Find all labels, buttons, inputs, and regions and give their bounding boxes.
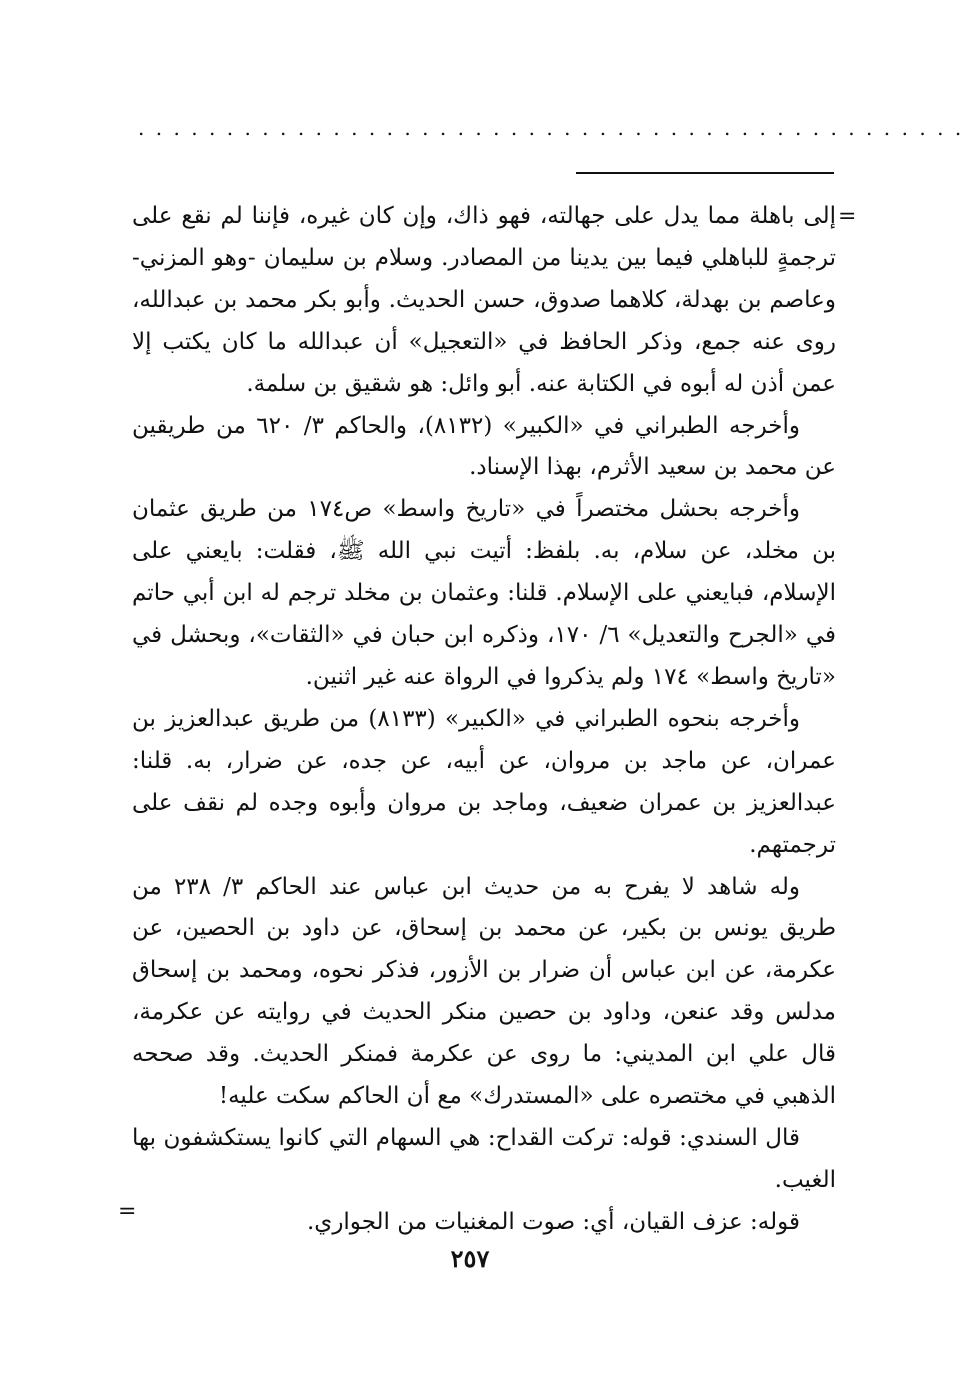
page-number: ٢٥٧ <box>450 1244 490 1273</box>
footnote-paragraph: قوله: عزف القيان، أي: صوت المغنيات من الجواري. <box>307 1208 800 1235</box>
header-dotted-line: ............................................... <box>138 116 973 140</box>
footnote-text <box>132 196 836 1244</box>
continuation-mark-start: = <box>838 204 857 229</box>
footnote-paragraph: وله شاهد لا يفرح به من حديث ابن عباس عند الحاكم ٣/ ٢٣٨ من طريق يونس بن بكير، عن محمد بن إسحاق، عن داود بن الحصين، عن عكرمة، عن ابن عباس أن ضرار بن الأزور، فذكر نحوه، ومحمد بن إسحاق مدلس وقد عنعن، وداود بن حصين منكر الحديث في روايته عن عكرمة، قال علي ابن المديني: ما روى عن عكرمة فمنكر الحديث. وقد صححه الذهبي في مختصره على «المستدرك» مع أن الحاكم سكت عليه! <box>132 873 836 1110</box>
footnote-paragraph: إلى باهلة مما يدل على جهالته، فهو ذاك، وإن كان غيره، فإننا لم نقع على ترجمةٍ للباهلي فيما بين يدينا من المصادر. وسلام بن سليمان -وهو المزني- وعاصم بن بهدلة، كلاهما صدوق، حسن الحديث. وأبو بكر محمد بن عبدالله، روى عنه جمع، وذكر الحافظ في «التعجيل» أن عبدالله ما كان يكتب إلا عمن أذن له أبوه في الكتابة عنه. أبو وائل: هو شقيق بن سلمة. <box>132 203 836 397</box>
footnote-paragraph: وأخرجه بحشل مختصراً في «تاريخ واسط» ص١٧٤ من طريق عثمان بن مخلد، عن سلام، به. بلفظ: أتيت نبي الله ﷺ، فقلت: بايعني على الإسلام، فبايعني على الإسلام. قلنا: وعثمان بن مخلد ترجم له ابن أبي حاتم في «الجرح والتعديل» ٦/ ١٧٠، وذكره ابن حبان في «الثقات»، وبحشل في «تاريخ واسط» ١٧٤ ولم يذكروا في الرواة عنه غير اثنين. <box>132 496 836 690</box>
footnote-separator-rule <box>576 172 834 174</box>
footnote-paragraph: قال السندي: قوله: تركت القداح: هي السهام التي كانوا يستكشفون بها الغيب. <box>132 1124 836 1193</box>
footnote-paragraph: وأخرجه الطبراني في «الكبير» (٨١٣٢)، والحاكم ٣/ ٦٢٠ من طريقين عن محمد بن سعيد الأثرم، بهذا الإسناد. <box>132 412 836 481</box>
continuation-mark-end: = <box>118 1199 137 1224</box>
footnote-paragraph: وأخرجه بنحوه الطبراني في «الكبير» (٨١٣٣) من طريق عبدالعزيز بن عمران، عن ماجد بن مروان، عن أبيه، عن جده، عن ضرار، به. قلنا: عبدالعزيز بن عمران ضعيف، وماجد بن مروان وأبوه وجده لم نقف على ترجمتهم. <box>132 705 836 858</box>
